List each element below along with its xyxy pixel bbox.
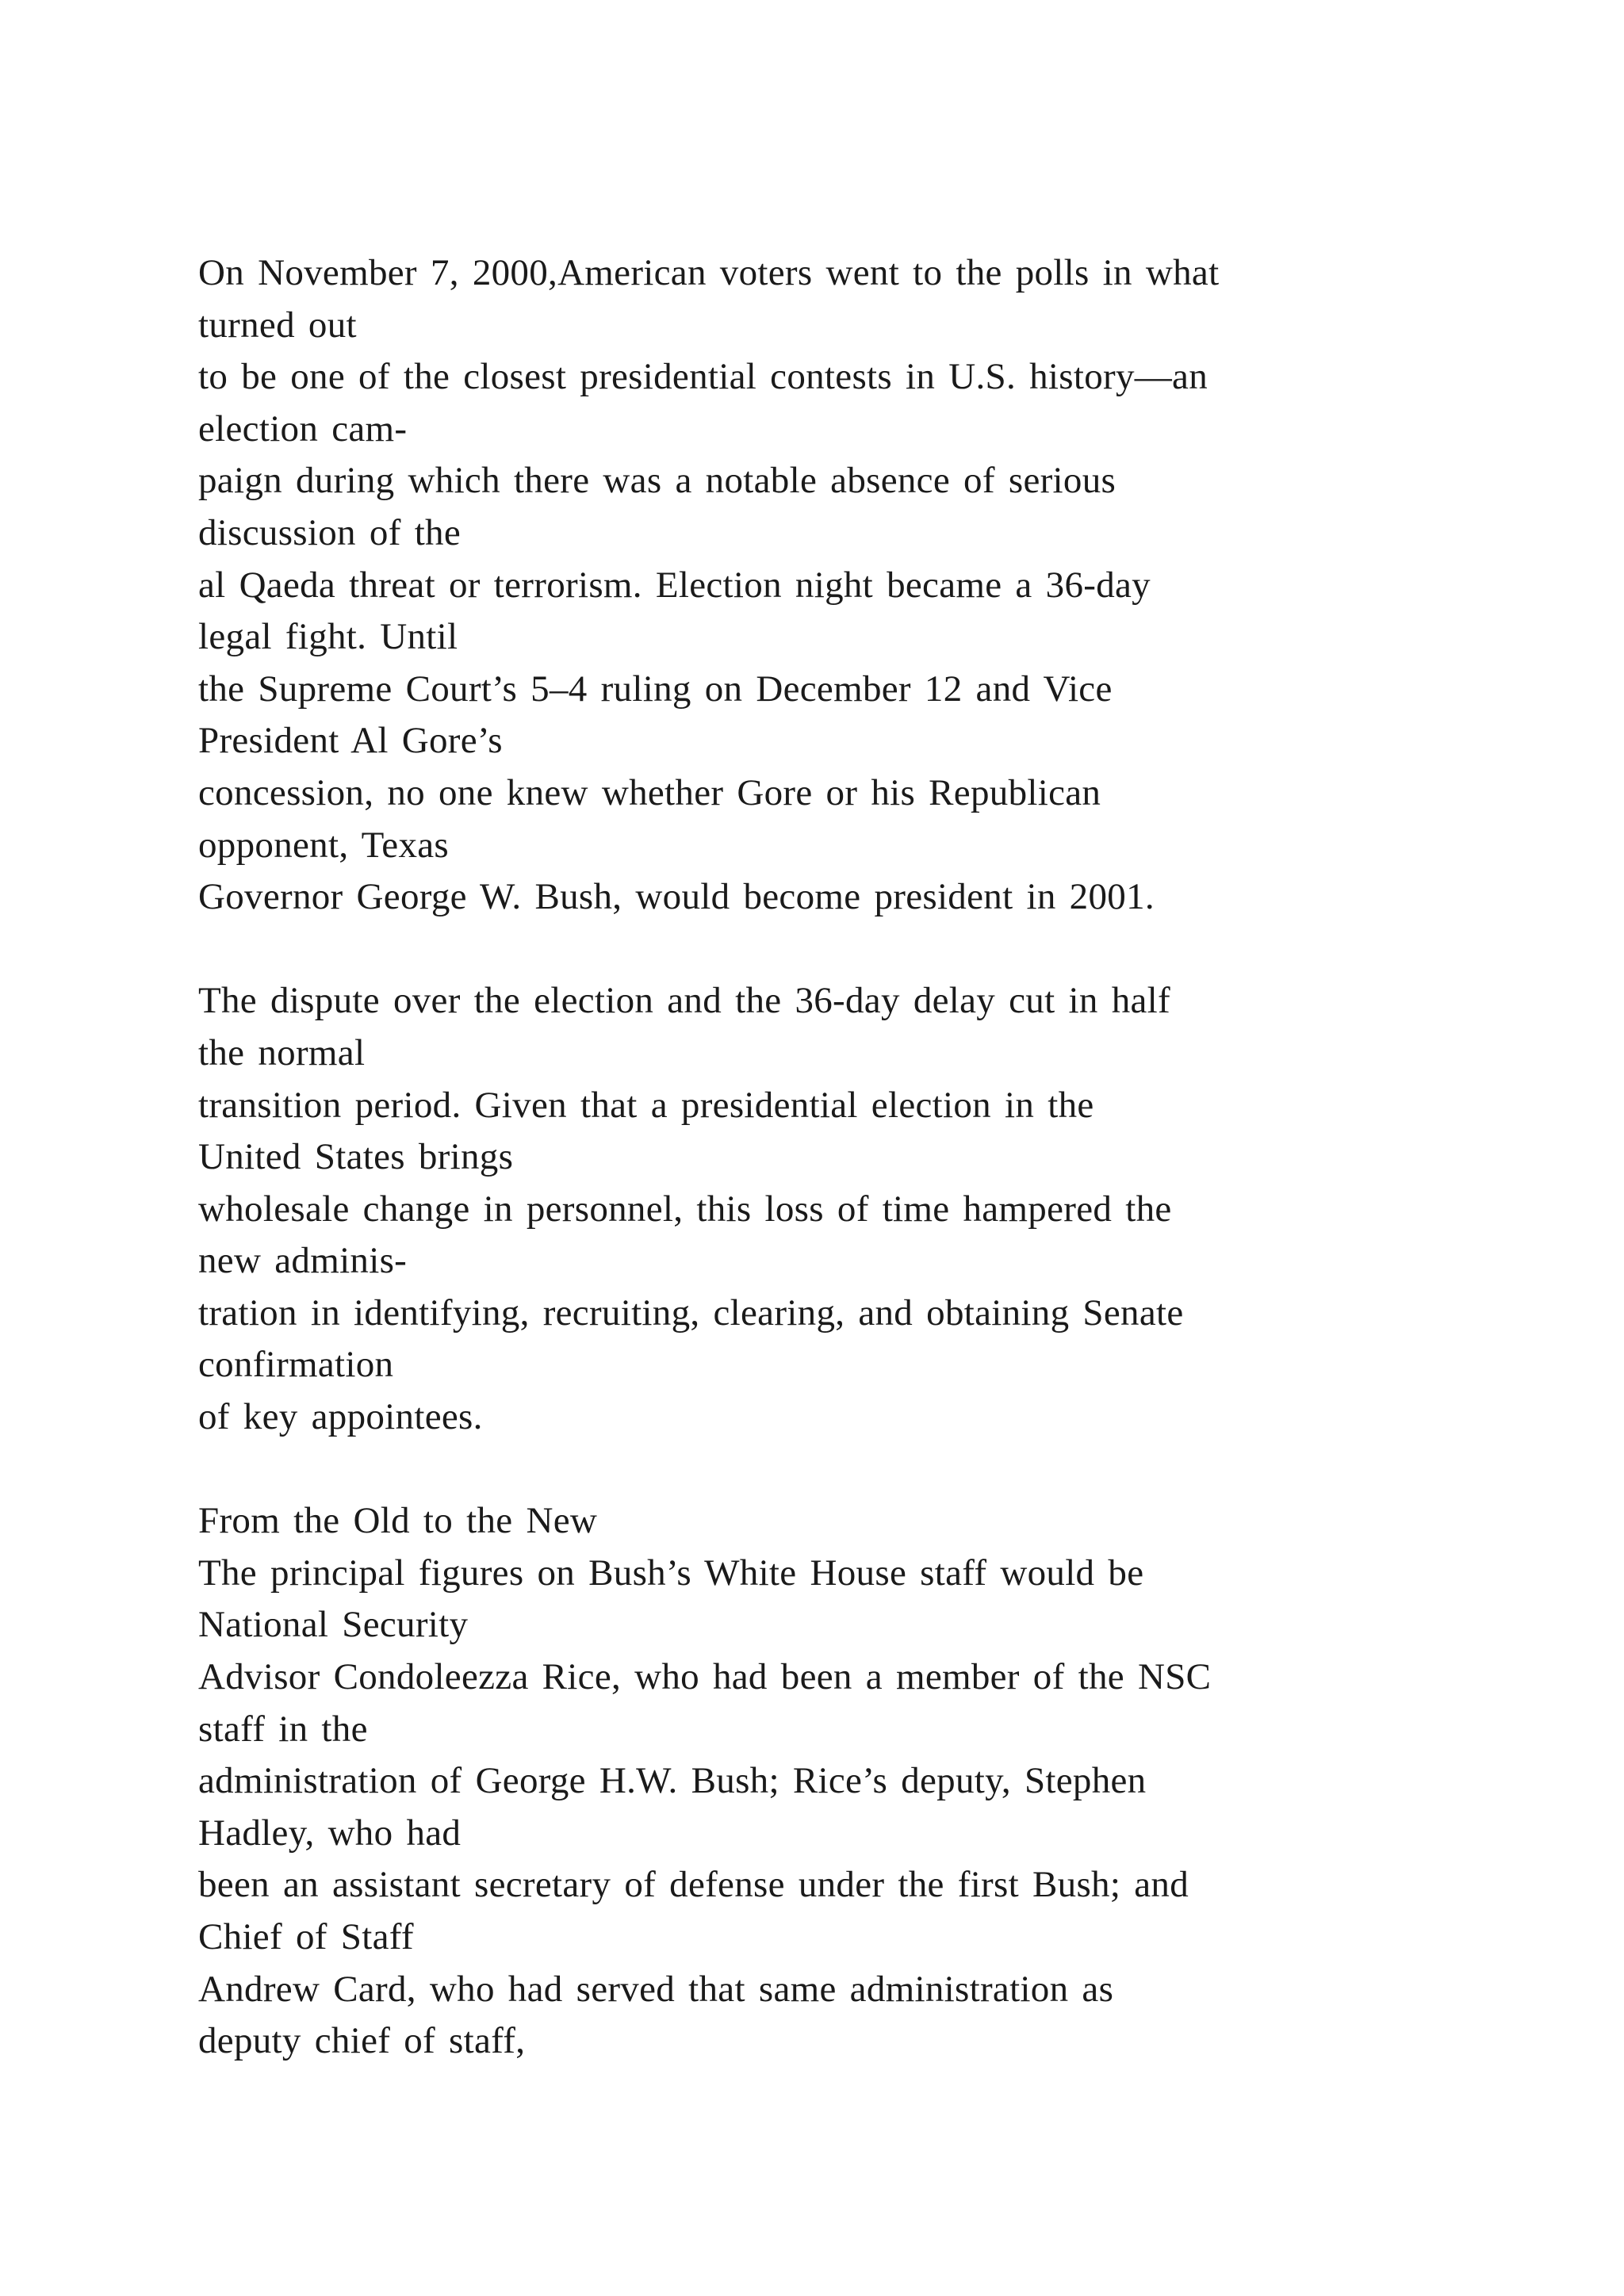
paragraph-3 [198, 1495, 1507, 2068]
text-line: legal fight. Until [198, 616, 458, 658]
text-line: the Supreme Court’s 5–4 ruling on December 12 and Vice [198, 668, 1113, 710]
text-line: election cam- [198, 408, 408, 450]
text-line: Andrew Card, who had served that same administration as [198, 1968, 1114, 2010]
paragraph-spacer [198, 1444, 1507, 1496]
text-line: transition period. Given that a presidential election in the [198, 1084, 1094, 1126]
text-line: to be one of the closest presidential contests in U.S. history—an [198, 356, 1208, 398]
text-line: wholesale change in personnel, this loss of time hampered the [198, 1188, 1172, 1230]
text-line: opponent, Texas [198, 824, 450, 866]
text-line: discussion of the [198, 511, 462, 553]
text-line: new adminis- [198, 1240, 408, 1282]
text-line: Hadley, who had [198, 1812, 462, 1854]
text-line: tration in identifying, recruiting, clearing, and obtaining Senate [198, 1292, 1184, 1334]
paragraph-2 [198, 975, 1507, 1443]
text-line: of key appointees. [198, 1396, 483, 1438]
text-line: On November 7, 2000,American voters went to the polls in what [198, 252, 1220, 293]
text-line: The dispute over the election and the 36-day delay cut in half [198, 980, 1170, 1022]
text-line: The principal figures on Bush’s White House staff would be [198, 1552, 1144, 1594]
text-line: United States brings [198, 1136, 514, 1178]
text-line: the normal [198, 1031, 366, 1073]
text-line: Chief of Staff [198, 1916, 414, 1957]
paragraph-spacer [198, 924, 1507, 976]
text-line: National Security [198, 1604, 469, 1646]
paragraph-1 [198, 247, 1507, 924]
text-line: staff in the [198, 1708, 368, 1750]
text-line: turned out [198, 304, 357, 346]
text-line: Advisor Condoleezza Rice, who had been a member of the NSC [198, 1656, 1212, 1698]
text-line: administration of George H.W. Bush; Rice’s deputy, Stephen [198, 1760, 1147, 1802]
text-line: been an assistant secretary of defense under the first Bush; and [198, 1864, 1189, 1906]
document-body [198, 247, 1507, 2068]
text-line: confirmation [198, 1344, 394, 1386]
text-line: deputy chief of staff, [198, 2020, 526, 2062]
text-line: concession, no one knew whether Gore or his Republican [198, 771, 1101, 813]
section-heading: From the Old to the New [198, 1500, 598, 1542]
text-line: al Qaeda threat or terrorism. Election night became a 36-day [198, 564, 1151, 606]
text-line: Governor George W. Bush, would become president in 2001. [198, 876, 1155, 918]
text-line: President Al Gore’s [198, 720, 503, 762]
text-line: paign during which there was a notable absence of serious [198, 460, 1116, 502]
